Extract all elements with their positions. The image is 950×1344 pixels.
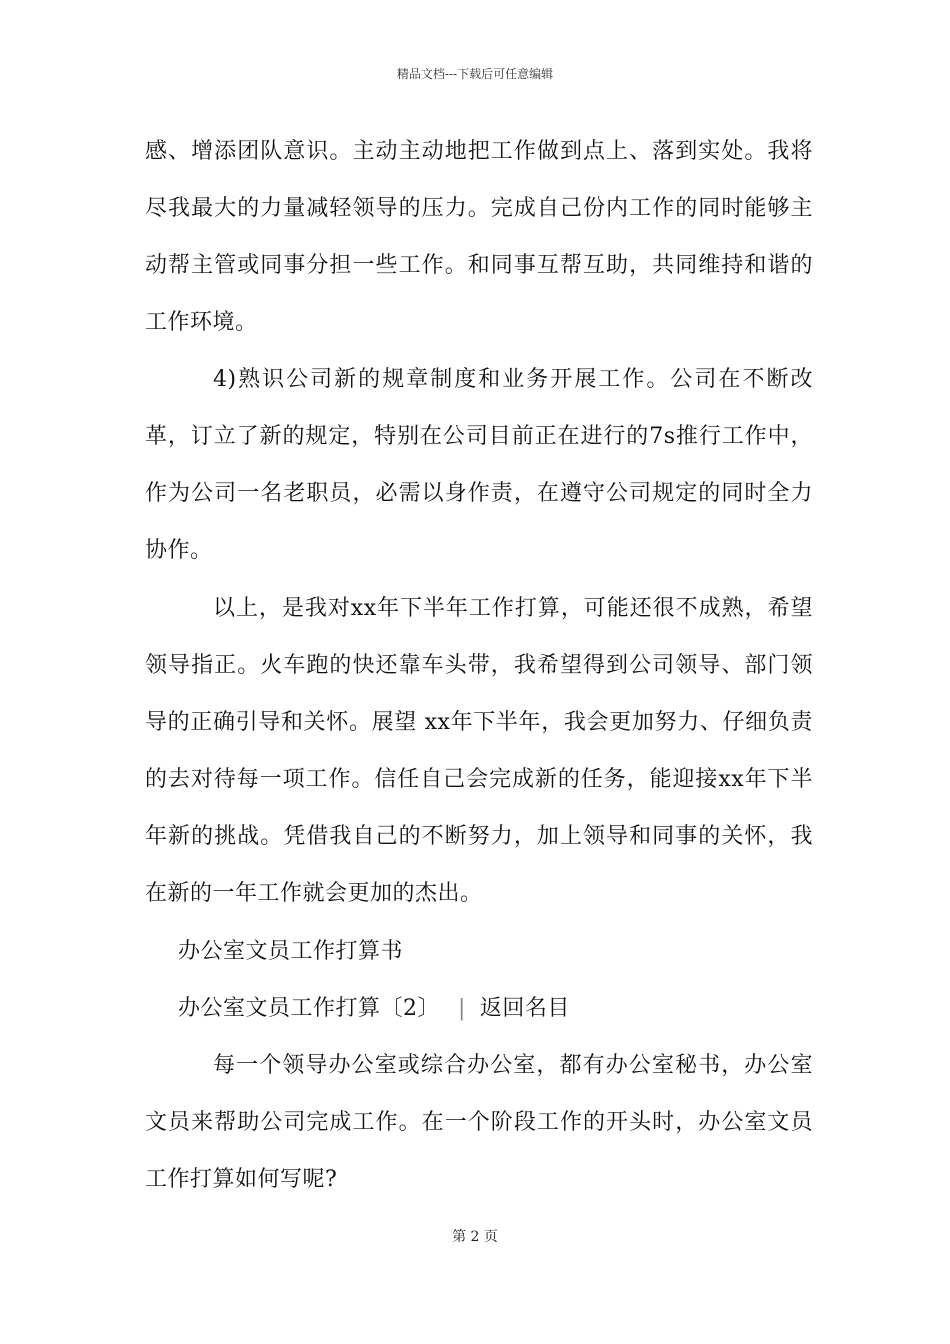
section-subtitle: 办公室文员工作打算〔2〕 <box>178 996 440 1021</box>
paragraph-teamwork: 感、增添团队意识。主动主动地把工作做到点上、落到实处。我将尽我最大的力量减轻领导的压力。完成自己份内工作的同时能够主动帮主管或同事分担一些工作。和同事互帮互助，共同维持和谐的工作环境。 <box>145 139 813 335</box>
document-title: 办公室文员工作打算书 <box>178 939 404 964</box>
page-number: 第 2 页 <box>452 1229 498 1245</box>
paragraph-conclusion: 以上，是我对xx年下半年工作打算，可能还很不成熟，希望领导指正。火车跑的快还靠车头带，我希望得到公司领导、部门领导的正确引导和关怀。展望 xx年下半年，我会更加努力、仔细负责的去对待每一项工作。信任自己会完成新的任务，能迎接xx年下半年新的挑战。凭借我自己的不断努力，加上领导和同事的关怀，我在新的一年工作就会更加的杰出。 <box>145 596 813 906</box>
back-to-contents-link[interactable]: 返回名目 <box>479 996 570 1021</box>
paragraph-company-rules: 4)熟识公司新的规章制度和业务开展工作。公司在不断改革，订立了新的规定，特别在公司目前正在进行的7s推行工作中，作为公司一名老职员，必需以身作责，在遵守公司规定的同时全力协作。 <box>145 367 813 563</box>
section-subtitle-row <box>178 994 818 1024</box>
paragraph-intro: 每一个领导办公室或综合办公室，都有办公室秘书，办公室文员来帮助公司完成工作。在一个阶段工作的开头时，办公室文员工作打算如何写呢? <box>145 1053 813 1192</box>
separator: | <box>458 996 466 1021</box>
page-header: 精品文档---下载后可任意编辑 <box>396 67 554 81</box>
